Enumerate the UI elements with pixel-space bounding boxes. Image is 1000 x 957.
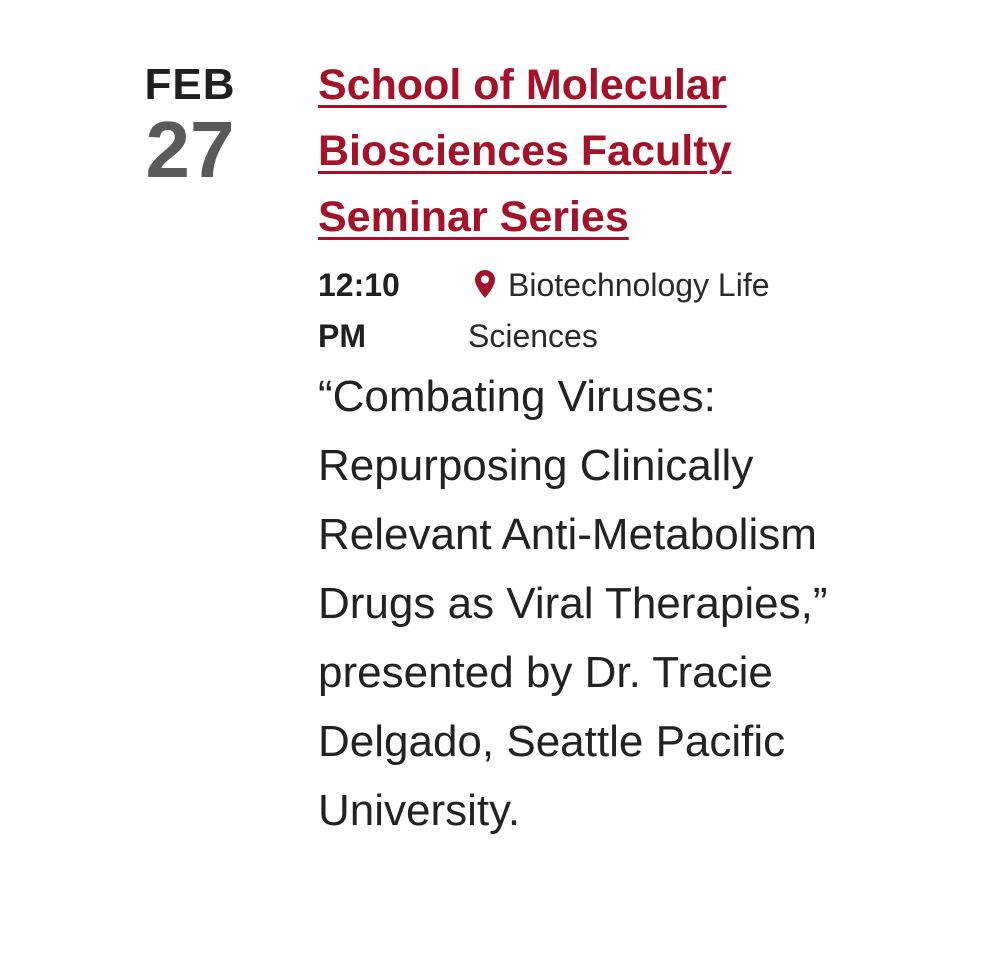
event-location [468,260,868,362]
event-description: “Combating Viruses: Repurposing Clinically Relevant Anti-Metabolism Drugs as Viral Therapies,” presented by Dr. Tracie Delgado, Seattle Pacific University. [318,372,828,835]
event-date-month: FEB [144,60,236,109]
event-date-day: 27 [145,105,235,194]
event-location-text: Biotechnology Life Sciences [468,267,770,354]
event-date [120,58,260,194]
event-title-link[interactable]: School of Molecular Biosciences Faculty Seminar Series [318,61,732,241]
event-details [318,52,878,845]
event-time: 12:10 PM [318,267,400,354]
map-pin-icon [474,269,496,299]
event-meta [318,260,878,362]
